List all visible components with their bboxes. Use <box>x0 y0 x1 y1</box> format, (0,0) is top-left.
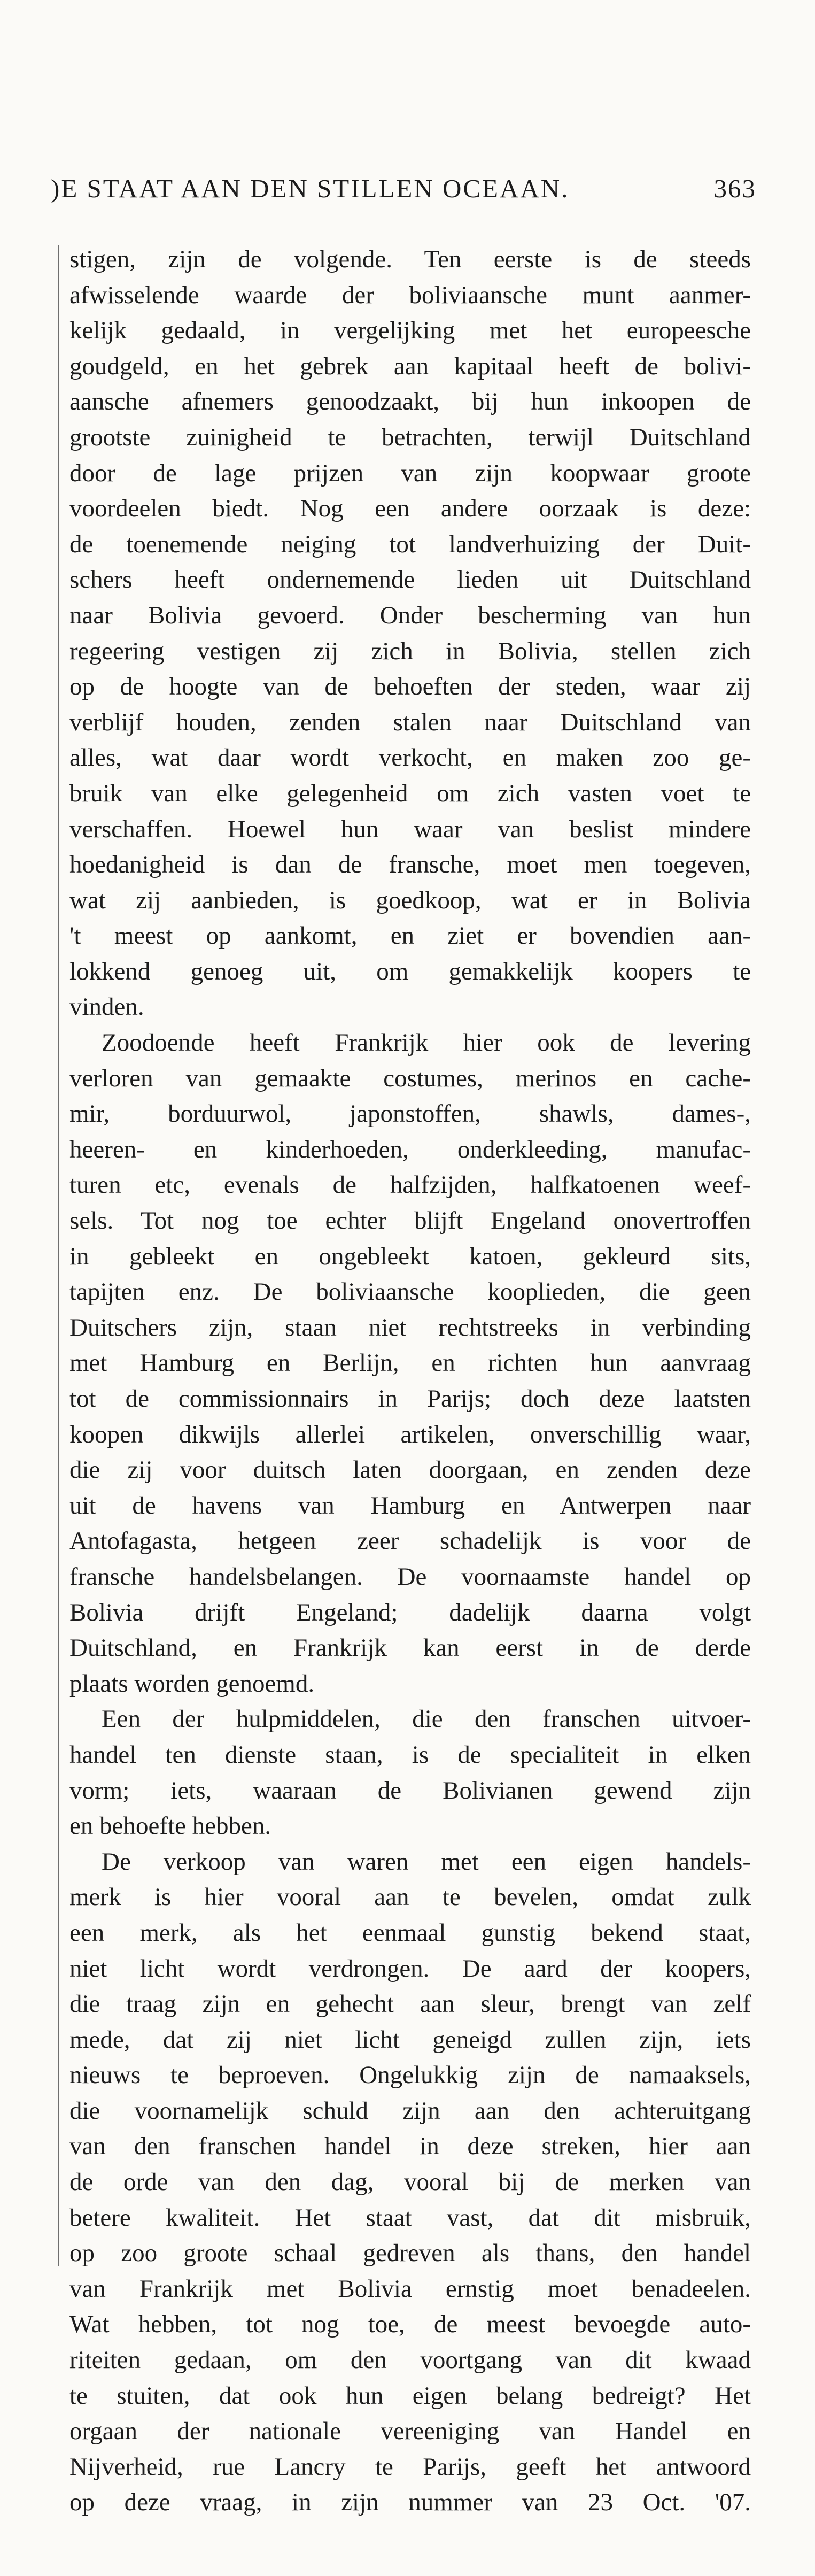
body-text <box>69 242 751 2520</box>
text-line: Een der hulpmiddelen, die den franschen uitvoer- <box>102 1705 751 1733</box>
margin-rule <box>58 245 59 2266</box>
text-line: kelijk gedaald, in vergelijking met het europeesche <box>69 317 751 345</box>
text-line: mir, borduurwol, japonstoffen, shawls, dames-, <box>69 1100 751 1128</box>
text-line: vorm; iets, waaraan de Bolivianen gewend zijn <box>69 1776 751 1804</box>
text-line: grootste zuinigheid te betrachten, terwijl Duitschland <box>69 423 751 451</box>
text-line: Antofagasta, hetgeen zeer schadelijk is voor de <box>69 1527 751 1555</box>
text-line: lokkend genoeg uit, om gemakkelijk koopers te <box>69 957 751 985</box>
text-line: met Hamburg en Berlijn, en richten hun aanvraag <box>69 1349 751 1377</box>
text-line: naar Bolivia gevoerd. Onder bescherming van hun <box>69 601 751 629</box>
text-line: tapijten enz. De boliviaansche kooplieden, die geen <box>69 1278 751 1306</box>
text-line: een merk, als het eenmaal gunstig bekend staat, <box>69 1918 751 1947</box>
text-line: wat zij aanbieden, is goedkoop, wat er in Bolivia <box>69 886 751 914</box>
text-line: Nijverheid, rue Lancry te Parijs, geeft het antwoord <box>69 2452 751 2481</box>
text-line: op de hoogte van de behoeften der steden, waar zij <box>69 673 751 701</box>
text-line: Bolivia drijft Engeland; dadelijk daarna volgt <box>69 1598 751 1626</box>
text-line: bruik van elke gelegenheid om zich vasten voet te <box>69 779 751 807</box>
text-line: hoedanigheid is dan de fransche, moet men toegeven, <box>69 851 751 879</box>
running-title: )E STAAT AAN DEN STILLEN OCEAAN. <box>51 174 570 203</box>
text-line: Wat hebben, tot nog toe, de meest bevoegde auto- <box>69 2310 751 2339</box>
text-line: riteiten gedaan, om den voortgang van dit kwaad <box>69 2346 751 2374</box>
text-line: de toenemende neiging tot landverhuizing der Duit- <box>69 530 751 558</box>
text-line: sels. Tot nog toe echter blijft Engeland onovertroffen <box>69 1207 751 1235</box>
text-line: verblijf houden, zenden stalen naar Duitschland van <box>69 708 751 736</box>
running-head <box>51 170 756 207</box>
text-line: Duitschers zijn, staan niet rechtstreeks in verbinding <box>69 1313 751 1341</box>
text-line: uit de havens van Hamburg en Antwerpen naar <box>69 1491 751 1520</box>
text-line: betere kwaliteit. Het staat vast, dat dit misbruik, <box>69 2203 751 2232</box>
text-line: en behoefte hebben. <box>69 1812 271 1840</box>
text-line: voordeelen biedt. Nog een andere oorzaak is deze: <box>69 495 751 523</box>
text-line: Duitschland, en Frankrijk kan eerst in de derde <box>69 1634 751 1662</box>
text-line: koopen dikwijls allerlei artikelen, onverschillig waar, <box>69 1420 751 1448</box>
text-line: die traag zijn en gehecht aan sleur, brengt van zelf <box>69 1990 751 2018</box>
text-line: regeering vestigen zij zich in Bolivia, stellen zich <box>69 637 751 665</box>
text-line: verschaffen. Hoewel hun waar van beslist mindere <box>69 815 751 843</box>
text-line: afwisselende waarde der boliviaansche munt aanmer- <box>69 281 751 309</box>
text-line: verloren van gemaakte costumes, merinos en cache- <box>69 1064 751 1092</box>
text-line: stigen, zijn de volgende. Ten eerste is de steeds <box>69 245 751 273</box>
text-line: fransche handelsbelangen. De voornaamste handel op <box>69 1562 751 1591</box>
text-line: vinden. <box>69 993 144 1021</box>
text-line: mede, dat zij niet licht geneigd zullen zijn, iets <box>69 2025 751 2054</box>
text-line: op zoo groote schaal gedreven als thans, den handel <box>69 2239 751 2268</box>
text-line: schers heeft ondernemende lieden uit Duitschland <box>69 566 751 594</box>
text-line: op deze vraag, in zijn nummer van 23 Oct. '07. <box>69 2488 751 2517</box>
text-line: turen etc, evenals de halfzijden, halfkatoenen weef- <box>69 1171 751 1199</box>
text-line: te stuiten, dat ook hun eigen belang bedreigt? Het <box>69 2381 751 2410</box>
text-line: De verkoop van waren met een eigen handels- <box>102 1847 751 1876</box>
text-line: merk is hier vooral aan te bevelen, omdat zulk <box>69 1883 751 1911</box>
text-line: plaats worden genoemd. <box>69 1669 315 1698</box>
text-line: Zoodoende heeft Frankrijk hier ook de levering <box>102 1029 751 1057</box>
text-line: tot de commissionnairs in Parijs; doch deze laatsten <box>69 1385 751 1413</box>
text-line: heeren- en kinderhoeden, onderkleeding, manufac- <box>69 1135 751 1163</box>
text-line: 't meest op aankomt, en ziet er bovendien aan- <box>69 922 751 950</box>
text-line: door de lage prijzen van zijn koopwaar groote <box>69 459 751 487</box>
text-line: alles, wat daar wordt verkocht, en maken zoo ge- <box>69 744 751 772</box>
text-line: die zij voor duitsch laten doorgaan, en zenden deze <box>69 1456 751 1484</box>
text-line: niet licht wordt verdrongen. De aard der koopers, <box>69 1954 751 1983</box>
text-line: goudgeld, en het gebrek aan kapitaal heeft de bolivi- <box>69 352 751 380</box>
text-line: van den franschen handel in deze streken, hier aan <box>69 2132 751 2161</box>
text-line: de orde van den dag, vooral bij de merken van <box>69 2168 751 2196</box>
text-line: aansche afnemers genoodzaakt, bij hun inkoopen de <box>69 388 751 416</box>
text-line: in gebleekt en ongebleekt katoen, gekleurd sits, <box>69 1242 751 1270</box>
page-number: 363 <box>713 174 756 203</box>
text-line: die voornamelijk schuld zijn aan den achteruitgang <box>69 2096 751 2125</box>
text-line: orgaan der nationale vereeniging van Handel en <box>69 2417 751 2446</box>
text-line: handel ten dienste staan, is de specialiteit in elken <box>69 1740 751 1769</box>
text-line: van Frankrijk met Bolivia ernstig moet benadeelen. <box>69 2274 751 2303</box>
text-line: nieuws te beproeven. Ongelukkig zijn de namaaksels, <box>69 2061 751 2089</box>
